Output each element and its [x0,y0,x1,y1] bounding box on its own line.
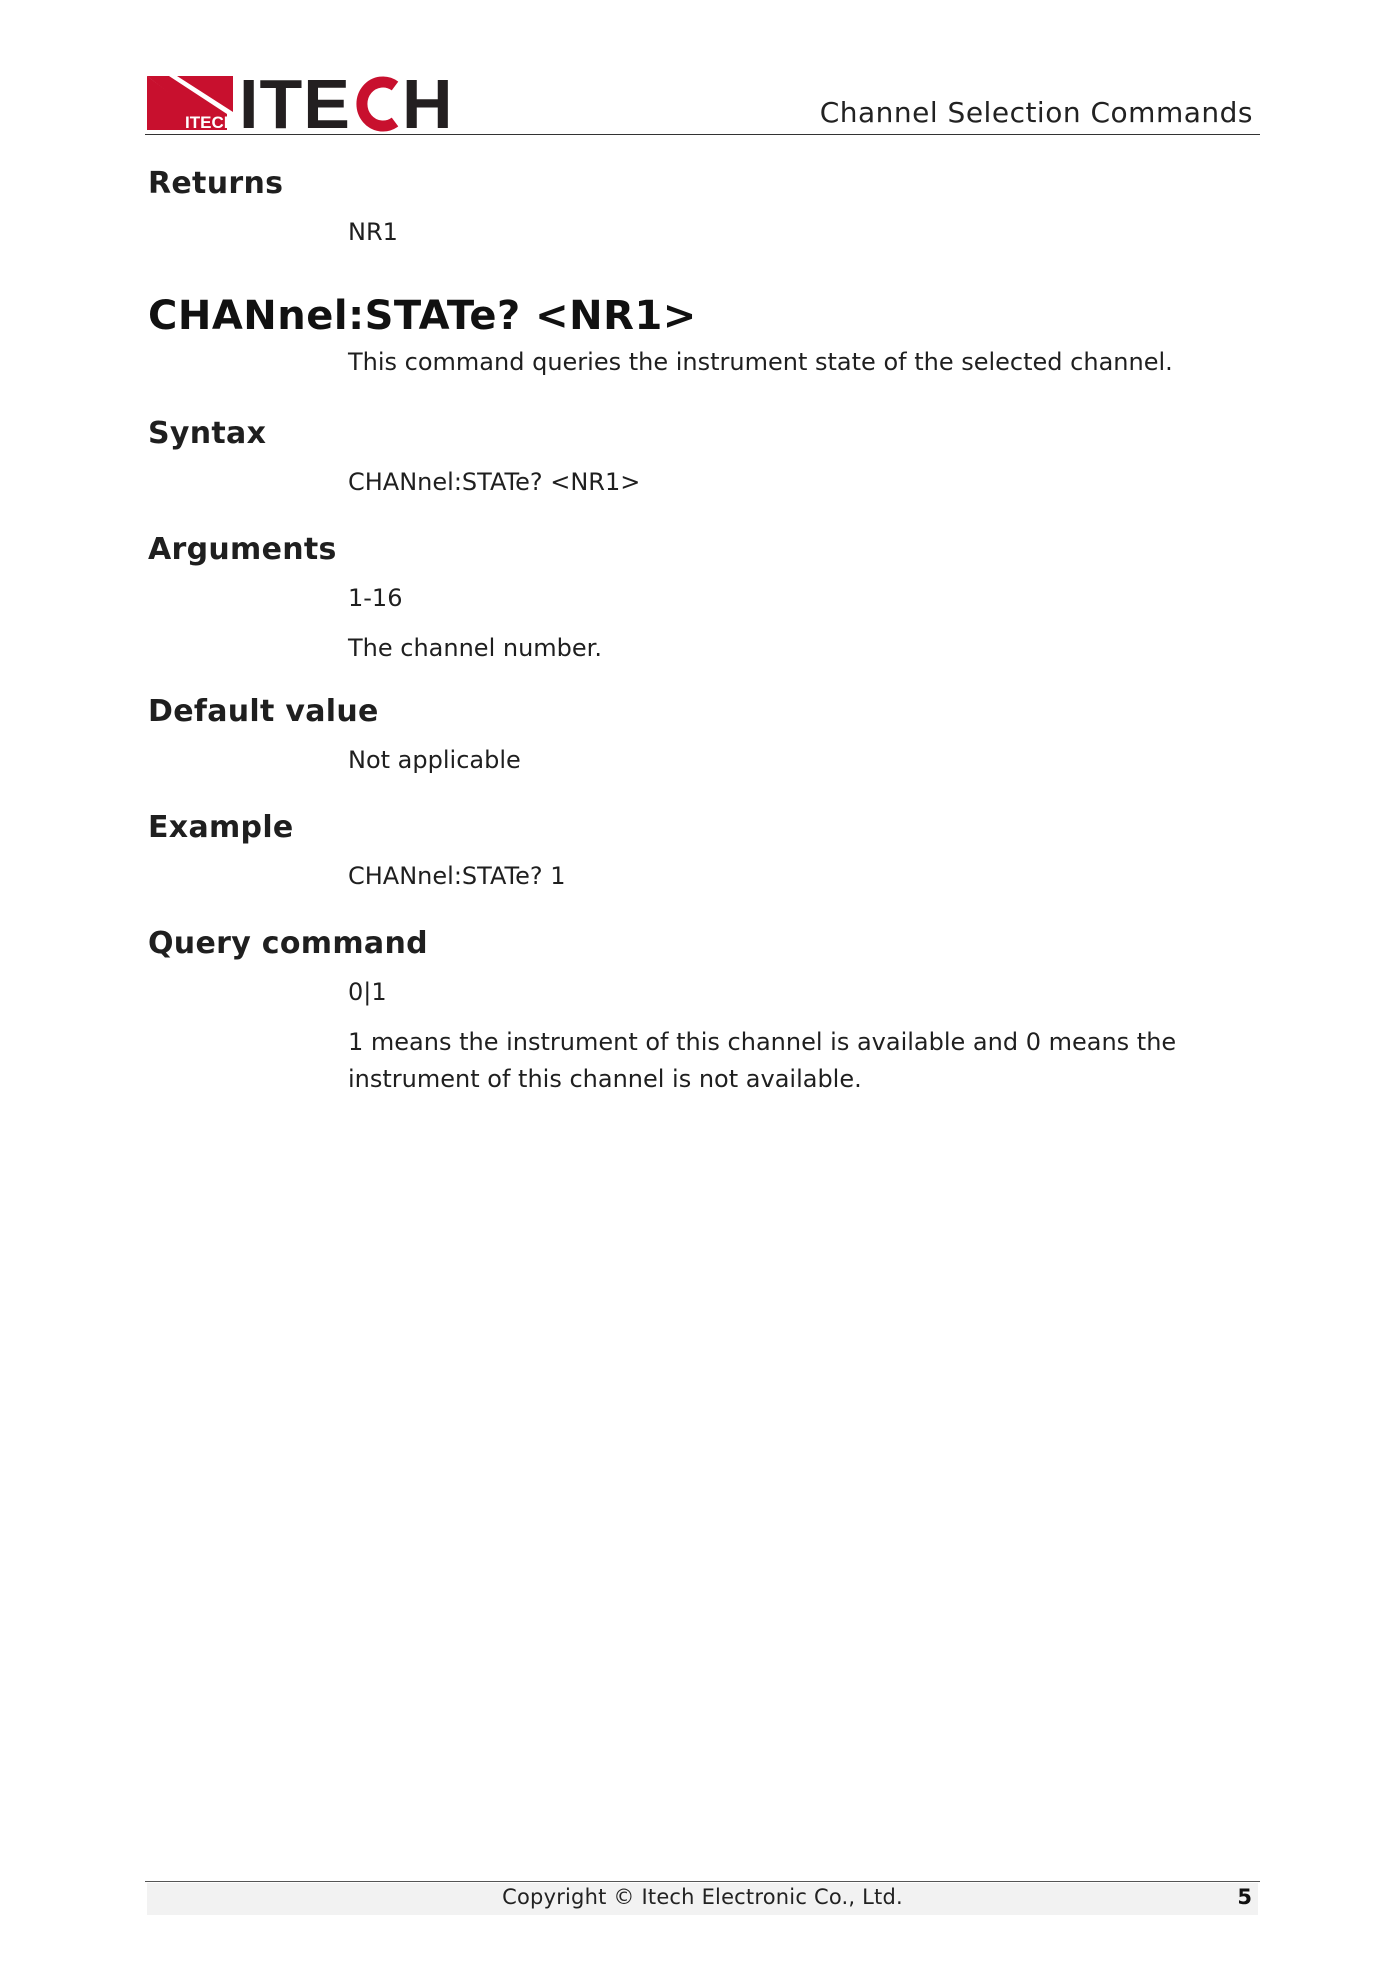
arguments-description: The channel number. [348,634,602,662]
page-number: 5 [1237,1885,1252,1909]
query-description: 1 means the instrument of this channel is available and 0 means the instrument of this channel is not available. [348,1028,1177,1094]
default-value: Not applicable [348,746,521,774]
page-footer [147,1883,1258,1915]
syntax-block [348,464,1260,500]
header-divider [145,134,1260,135]
header-section-title: Channel Selection Commands [819,96,1253,129]
returns-value: NR1 [348,218,398,246]
query-command-label: Query command [148,926,428,961]
command-block [148,294,1260,380]
itech-logo [147,72,467,134]
query-value-block [348,974,1260,1010]
command-description-block [348,344,1260,380]
example-block [348,858,1260,894]
command-title: CHANnel:STATe? <NR1> [148,293,697,339]
syntax-value: CHANnel:STATe? <NR1> [348,468,641,496]
svg-text:ITECH: ITECH [185,113,236,132]
svg-text:ITE: ITE [239,72,351,134]
query-description-block [348,1024,1260,1098]
returns-block [348,214,1260,250]
footer-copyright: Copyright © Itech Electronic Co., Ltd. [502,1885,903,1909]
arguments-range-block [348,580,1260,616]
default-value-label: Default value [148,694,379,729]
main-content [148,166,1260,1098]
example-label: Example [148,810,294,845]
arguments-label: Arguments [148,532,337,567]
command-description: This command queries the instrument state of the selected channel. [348,348,1173,376]
returns-label: Returns [148,166,284,201]
query-value: 0|1 [348,978,387,1006]
arguments-range: 1-16 [348,584,403,612]
default-value-block [348,742,1260,778]
footer-divider [145,1881,1260,1882]
example-value: CHANnel:STATe? 1 [348,862,566,890]
syntax-label: Syntax [148,416,267,451]
svg-text:H: H [402,72,453,134]
arguments-description-block [348,630,1260,666]
page-header [147,72,1259,136]
